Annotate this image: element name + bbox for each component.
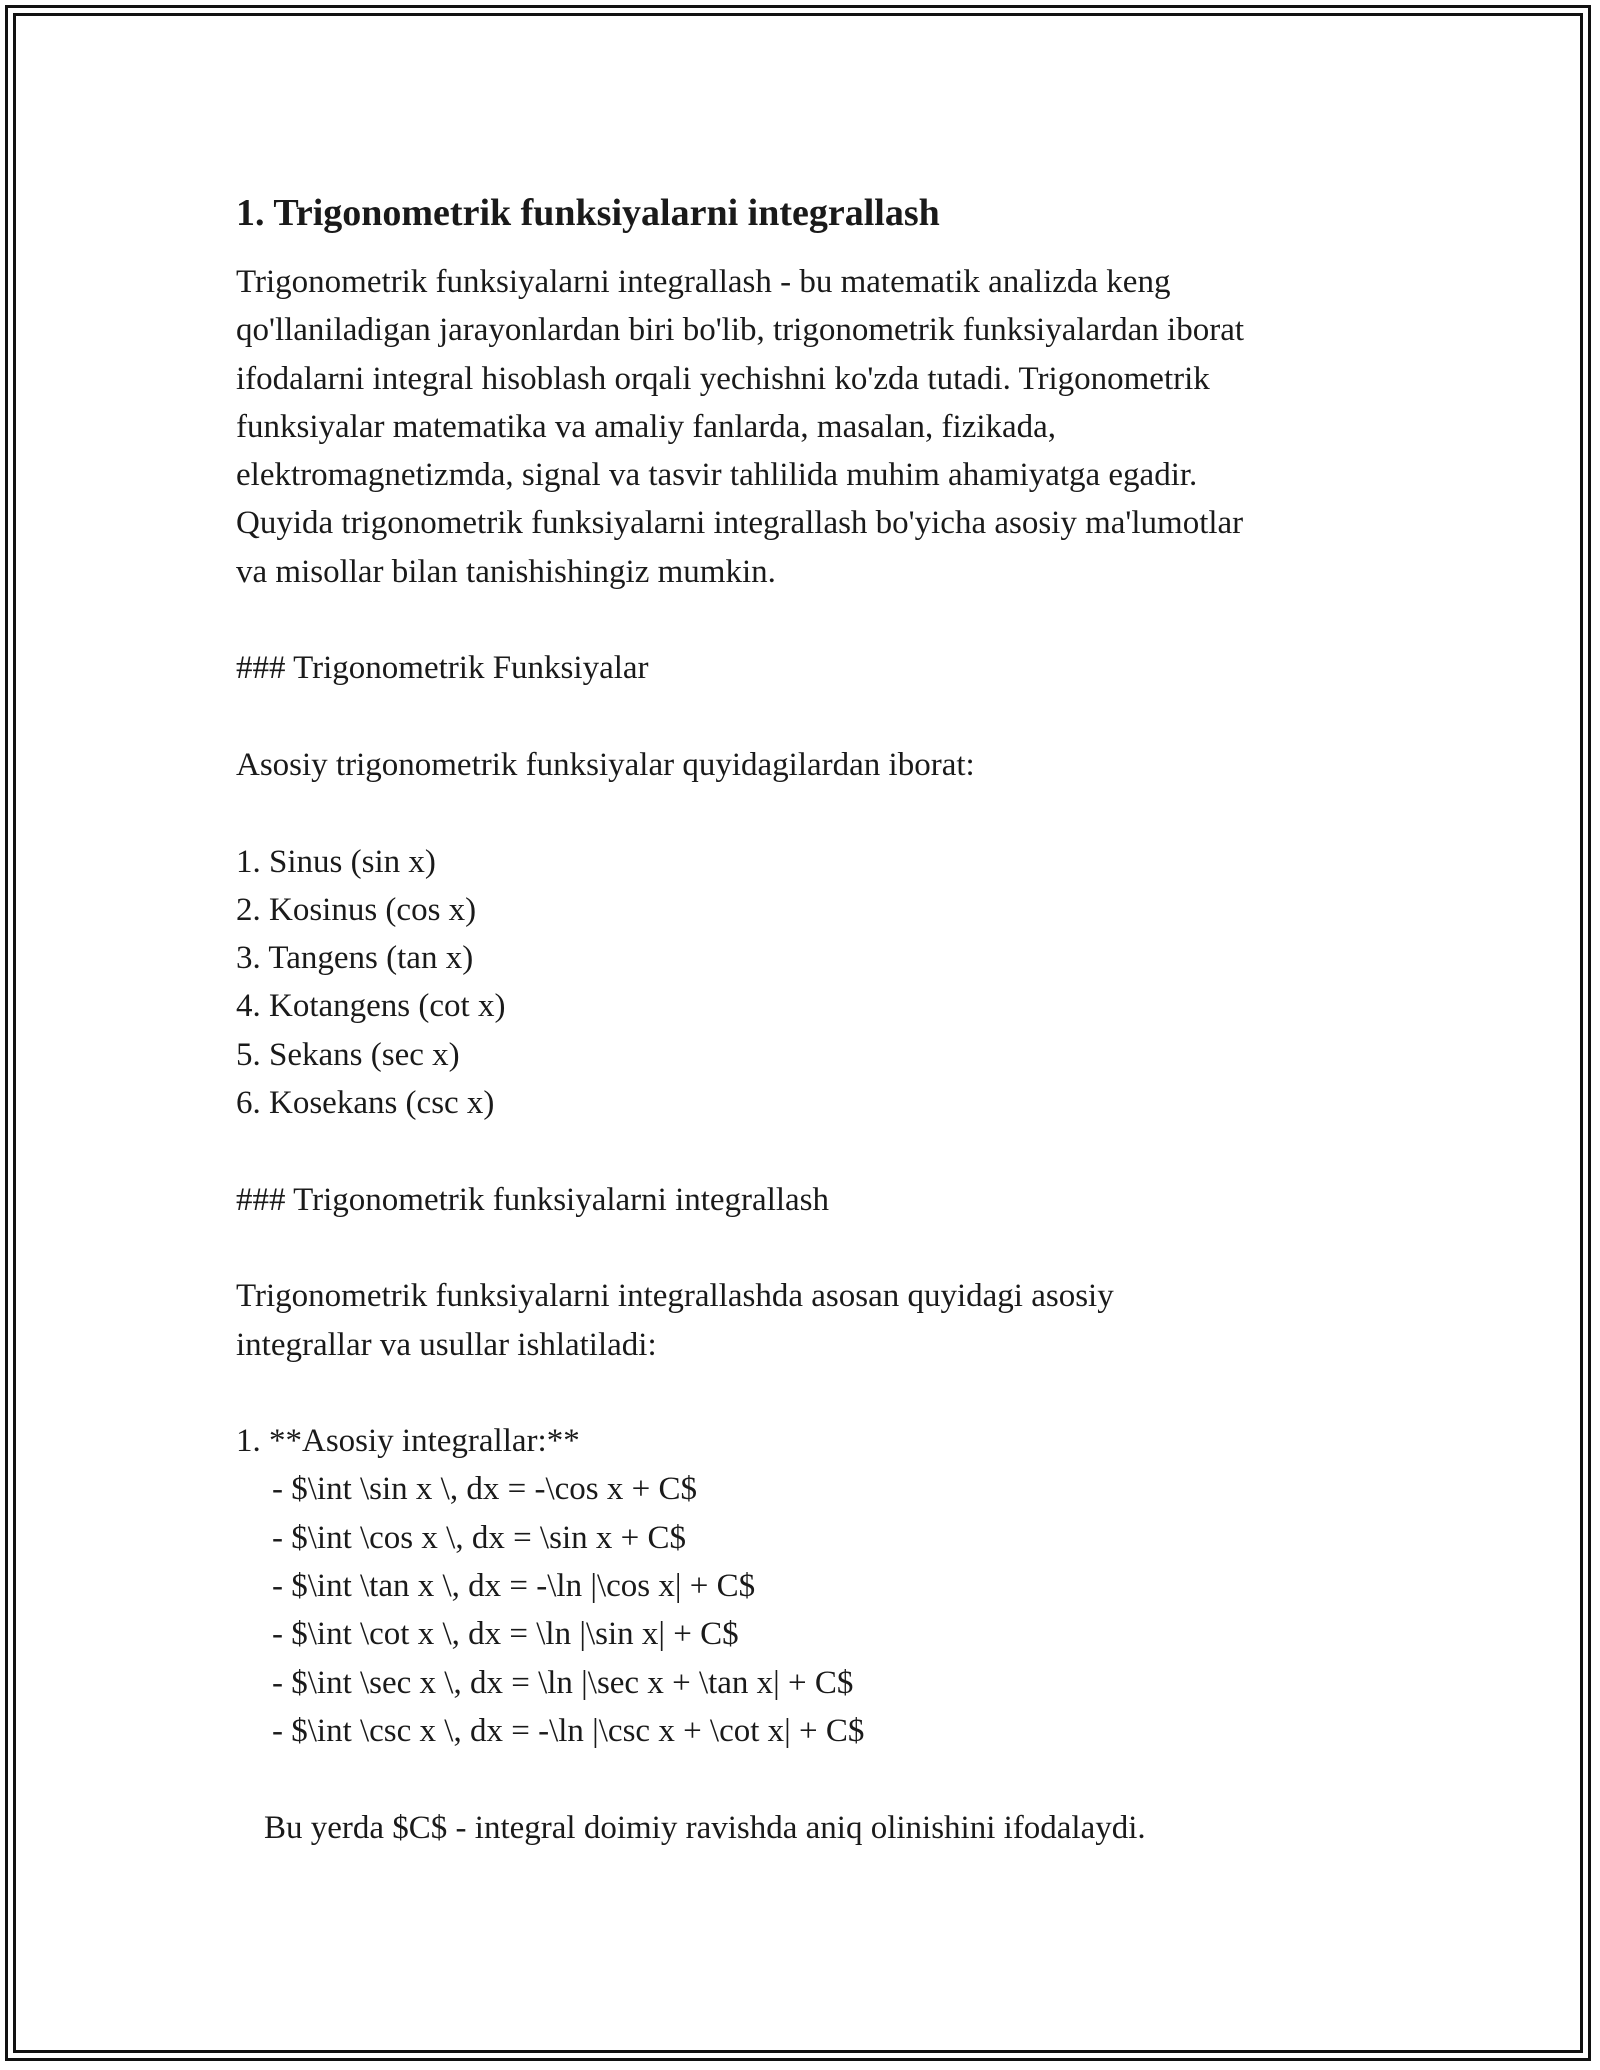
lead-line: Trigonometrik funksiyalarni integrallashda asosan quyidagi asosiy xyxy=(236,1278,1114,1315)
document-body xyxy=(236,186,1386,1852)
integral-formula: - $\int \csc x \, dx = -\ln |\csc x + \cot x| + C$ xyxy=(272,1712,865,1749)
list-item: 6. Kosekans (csc x) xyxy=(236,1085,495,1122)
document-title: 1. Trigonometrik funksiyalarni integrallash xyxy=(236,192,940,234)
intro-line: ifodalarni integral hisoblash orqali yechishni ko'zda tutadi. Trigonometrik xyxy=(236,360,1210,397)
integrals-list-title: 1. **Asosiy integrallar:** xyxy=(236,1423,580,1460)
intro-line: Trigonometrik funksiyalarni integrallash - bu matematik analizda keng xyxy=(236,264,1171,300)
intro-paragraph xyxy=(236,258,1386,596)
section-heading-functions: ### Trigonometrik Funksiyalar xyxy=(236,650,649,687)
functions-list xyxy=(236,838,1386,1128)
integral-formula: - $\int \cos x \, dx = \sin x + C$ xyxy=(272,1519,686,1556)
intro-line: Quyida trigonometrik funksiyalarni integrallash bo'yicha asosiy ma'lumotlar xyxy=(236,505,1244,542)
integral-formula: - $\int \cot x \, dx = \ln |\sin x| + C$ xyxy=(272,1616,739,1653)
intro-line: elektromagnetizmda, signal va tasvir tahlilida muhim ahamiyatga egadir. xyxy=(236,457,1198,494)
functions-lead: Asosiy trigonometrik funksiyalar quyidagilardan iborat: xyxy=(236,746,975,783)
integral-formula: - $\int \sin x \, dx = -\cos x + C$ xyxy=(272,1471,697,1508)
intro-line: va misollar bilan tanishishingiz mumkin. xyxy=(236,553,776,590)
list-item: 1. Sinus (sin x) xyxy=(236,843,436,880)
intro-line: funksiyalar matematika va amaliy fanlarda, masalan, fizikada, xyxy=(236,408,1057,445)
integration-lead xyxy=(236,1272,1386,1369)
integral-formula: - $\int \tan x \, dx = -\ln |\cos x| + C$ xyxy=(272,1568,756,1605)
list-item: 5. Sekans (sec x) xyxy=(236,1036,460,1073)
list-item: 3. Tangens (tan x) xyxy=(236,940,474,977)
integrals-list xyxy=(236,1465,1386,1755)
intro-line: qo'llaniladigan jarayonlardan biri bo'lib, trigonometrik funksiyalardan iborat xyxy=(236,312,1245,349)
list-item: 2. Kosinus (cos x) xyxy=(236,891,477,928)
integral-formula: - $\int \sec x \, dx = \ln |\sec x + \tan x| + C$ xyxy=(272,1664,854,1701)
section-heading-integration: ### Trigonometrik funksiyalarni integrallash xyxy=(236,1181,830,1218)
lead-line: integrallar va usullar ishlatiladi: xyxy=(236,1326,657,1363)
list-item: 4. Kotangens (cot x) xyxy=(236,988,506,1025)
constant-note: Bu yerda $C$ - integral doimiy ravishda aniq olinishini ifodalaydi. xyxy=(264,1809,1146,1846)
